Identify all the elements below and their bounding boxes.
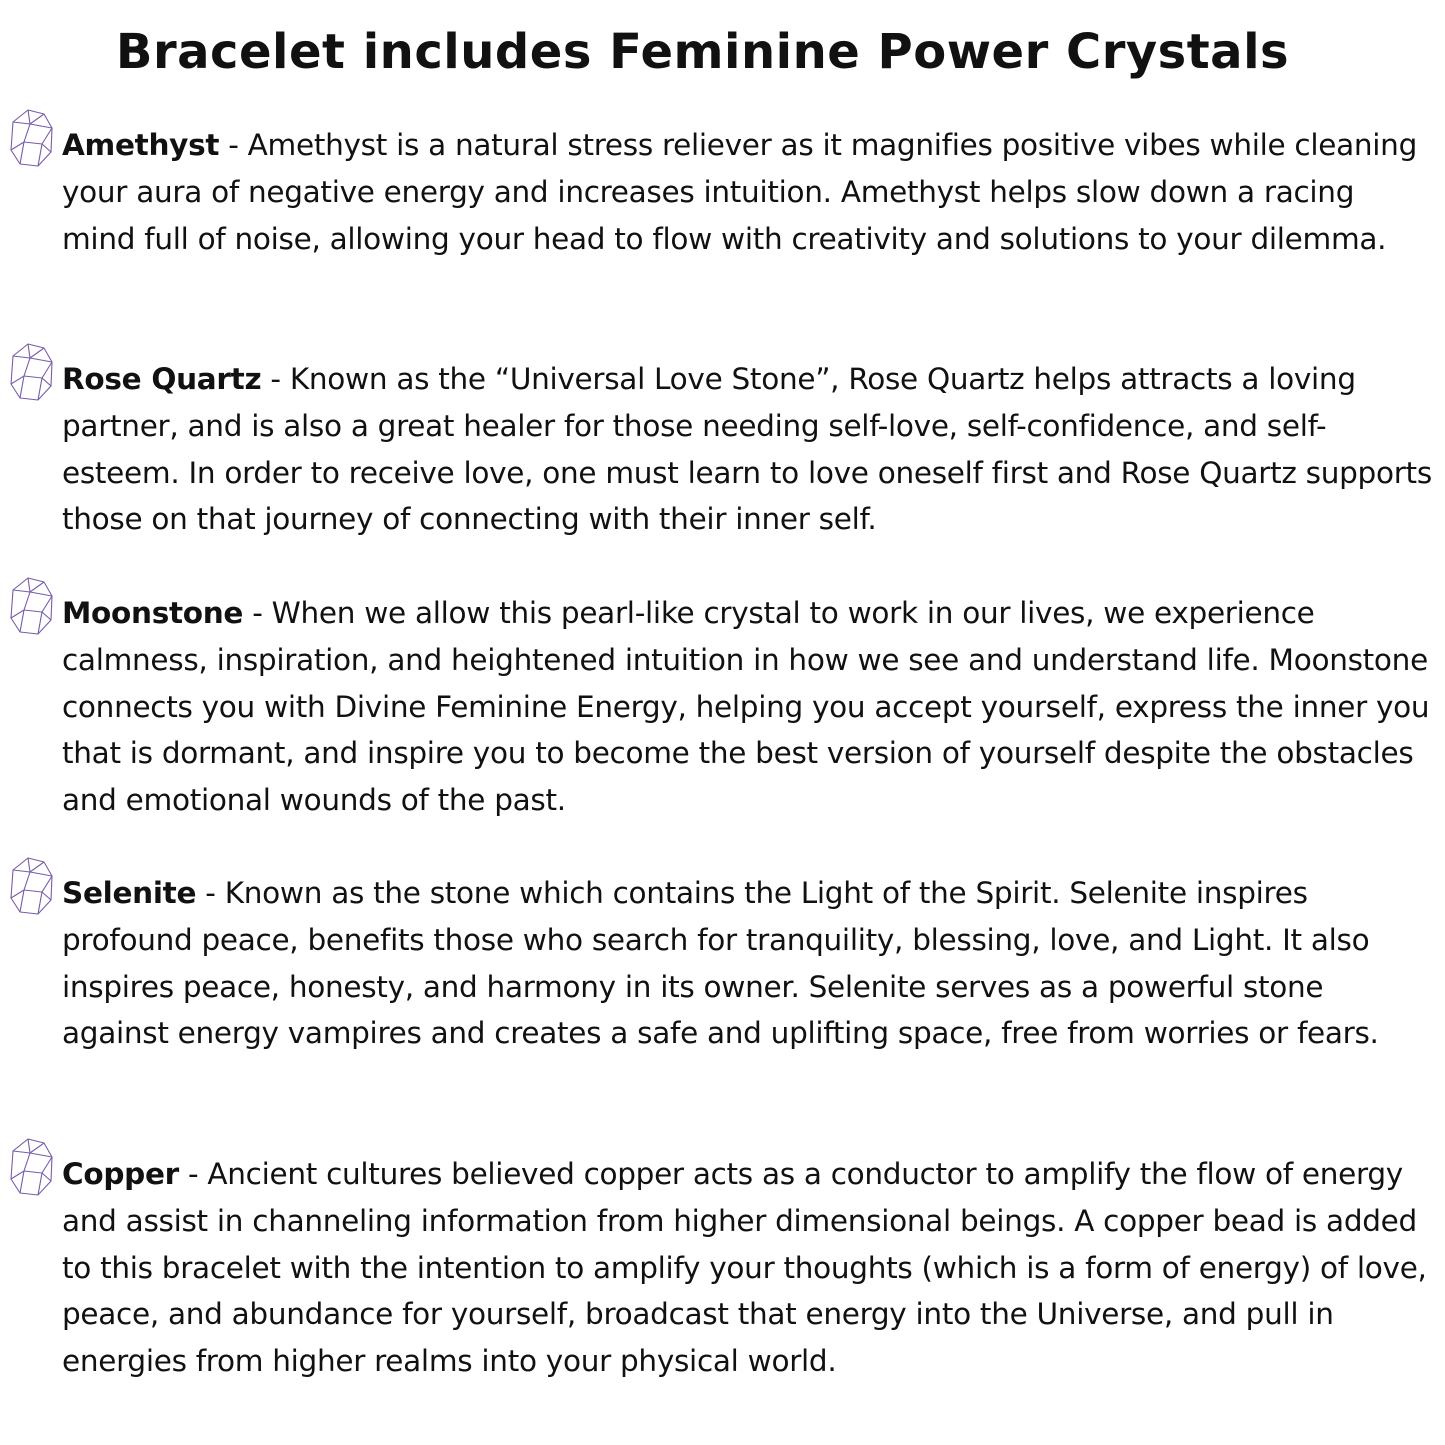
crystal-outline-icon: [8, 576, 56, 638]
crystal-description: Ancient cultures believed copper acts as a conductor to amplify the flow of energy and assist in channeling information from higher dimensional beings. A copper bead is added to this bracelet with the intention to amplify your thoughts (which is a form of energy) of love, peace, and abundance for yourself, broadcast that energy into the Universe, and pull in energies from higher realms into your physical world.: [62, 1157, 1427, 1379]
crystal-description-paragraph: [62, 122, 1434, 262]
crystal-outline-icon: [8, 108, 56, 170]
separator: -: [196, 876, 225, 910]
crystal-outline-icon: [8, 856, 56, 918]
crystal-description: Known as the stone which contains the Light of the Spirit. Selenite inspires profound peace, benefits those who search for tranquility, blessing, love, and Light. It also inspires peace, honesty, and harmony in its owner. Selenite serves as a powerful stone against energy vampires and creates a safe and uplifting space, free from worries or fears.: [62, 876, 1379, 1051]
crystal-description-paragraph: [62, 356, 1434, 543]
separator: -: [178, 1157, 208, 1191]
separator: -: [219, 128, 248, 162]
crystal-description-paragraph: [62, 590, 1434, 824]
crystal-description: Known as the “Universal Love Stone”, Rose Quartz helps attracts a loving partner, and is also a great healer for those needing self-love, self-confidence, and self-esteem. In order to receive love, one must learn to love oneself first and Rose Quartz supports those on that journey of connecting with their inner self.: [62, 362, 1432, 537]
crystal-name: Rose Quartz: [62, 362, 262, 396]
crystal-description: When we allow this pearl-like crystal to work in our lives, we experience calmness, inspiration, and heightened intuition in how we see and understand life. Moonstone connects you with Divine Feminine Energy, helping you accept yourself, express the inner you that is dormant, and inspire you to become the best version of yourself despite the obstacles and emotional wounds of the past.: [62, 596, 1430, 818]
crystal-outline-icon: [8, 342, 56, 404]
crystal-name: Amethyst: [62, 128, 220, 162]
crystal-name: Moonstone: [62, 596, 244, 630]
separator: -: [261, 362, 290, 396]
crystal-description: Amethyst is a natural stress reliever as it magnifies positive vibes while cleaning your aura of negative energy and increases intuition. Amethyst helps slow down a racing mind full of noise, allowing your head to flow with creativity and solutions to your dilemma.: [62, 128, 1417, 256]
crystal-description-paragraph: [62, 870, 1434, 1057]
crystal-name: Selenite: [62, 876, 197, 910]
separator: -: [243, 596, 272, 630]
page-title: Bracelet includes Feminine Power Crystals: [115, 24, 1290, 80]
crystal-name: Copper: [62, 1157, 179, 1191]
crystal-outline-icon: [8, 1137, 56, 1199]
crystal-description-paragraph: [62, 1151, 1434, 1385]
